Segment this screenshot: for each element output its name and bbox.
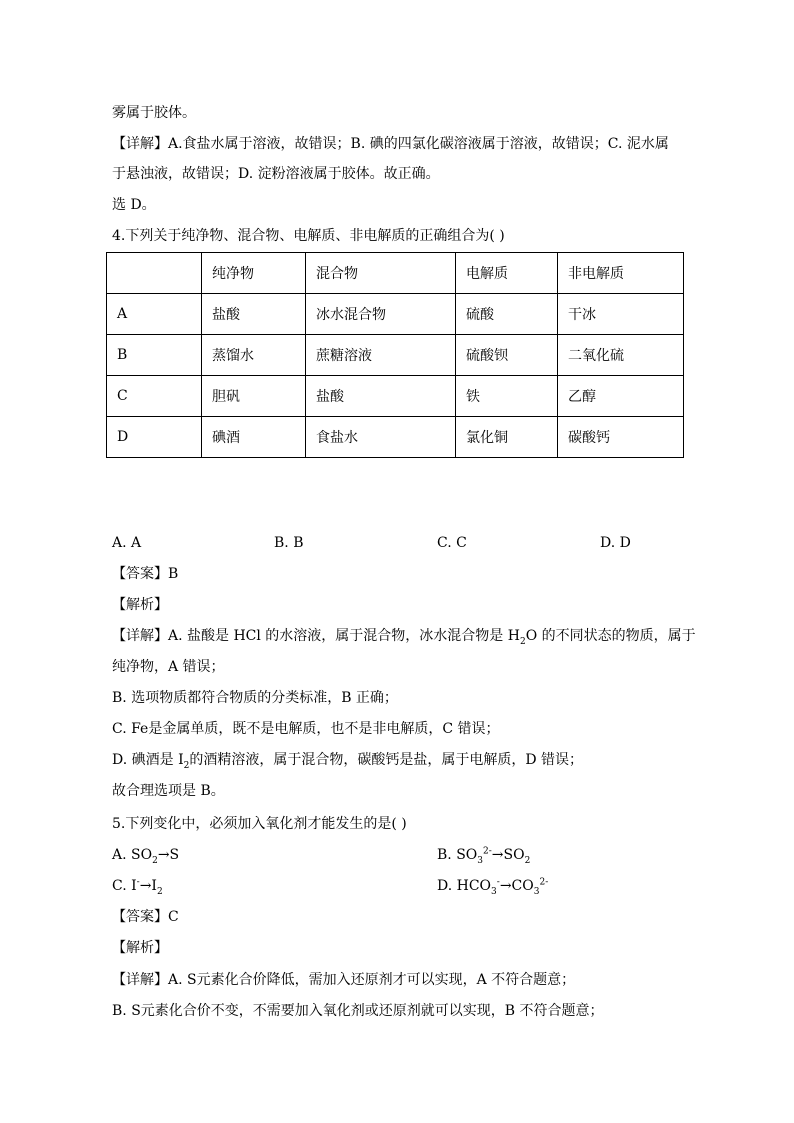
table-cell: 铁 [456,376,558,417]
superscript: 2- [539,877,549,888]
q5-option-b [437,845,530,865]
text-span: A. SO [112,847,153,863]
table-cell: 碳酸钙 [558,417,684,458]
table-cell: 纯净物 [202,253,306,294]
q5-detail-line: 【详解】A. S元素化合价降低，需加入还原剂才可以实现，A 不符合题意； [112,972,576,988]
text-span: →I [139,878,157,894]
classification-table [106,252,684,458]
table-cell: 食盐水 [306,417,456,458]
table-cell: 混合物 [306,253,456,294]
table-row [107,294,684,335]
text-span: D. HCO [437,878,492,894]
q4-detail-line: B. 选项物质都符合物质的分类标准，B 正确； [112,690,398,706]
table-cell: 盐酸 [306,376,456,417]
question-5-stem: 5.下列变化中，必须加入氧化剂才能发生的是( ) [112,816,407,832]
subscript: 2 [519,636,526,647]
q5-option-d [437,876,548,896]
table-cell: 干冰 [558,294,684,335]
superscript: 2- [483,846,492,857]
q5-detail-line: B. S元素化合价不变，不需要加入氧化剂或还原剂就可以实现，B 不符合题意； [112,1003,604,1019]
q4-detail-line: 纯净物，A 错误； [112,659,225,675]
subscript: 2 [152,855,158,866]
q4-analysis-heading: 【解析】 [112,597,168,613]
text-span: →S [157,847,180,863]
table-cell: 氯化铜 [456,417,558,458]
text-span: O 的不同状态的物质，属于 [525,628,696,644]
table-cell: D [107,417,202,458]
q4-detail-line [112,750,583,770]
text-span: 的酒精溶液，属于混合物，碳酸钙是盐，属于电解质，D 错误； [189,752,584,768]
table-cell [107,253,202,294]
table-cell: C [107,376,202,417]
q4-detail-line: C. Fe是金属单质，既不是电解质，也不是非电解质，C 错误； [112,721,500,737]
q5-answer: 【答案】C [112,909,179,925]
table-cell: 电解质 [456,253,558,294]
subscript: 3 [533,886,540,897]
table-cell: 盐酸 [202,294,306,335]
q4-detail-line [112,626,696,646]
superscript: - [496,877,500,888]
text-span: →SO [491,847,525,863]
q5-option-c [112,876,163,896]
table-cell: A [107,294,202,335]
text-line: 【详解】A.食盐水属于溶液，故错误；B. 碘的四氯化碳溶液属于溶液，故错误；C. 泥水属 [112,136,669,152]
table-cell: 冰水混合物 [306,294,456,335]
subscript: 2 [183,760,190,771]
text-line: 选 D。 [112,197,156,213]
subscript: 3 [477,855,483,866]
table-cell: 乙醇 [558,376,684,417]
table-header-row [107,253,684,294]
table-cell: 碘酒 [202,417,306,458]
table-cell: 蔗糖溶液 [306,335,456,376]
subscript: 3 [491,886,497,897]
text-line: 于悬浊液，故错误；D. 淀粉溶液属于胶体。故正确。 [112,166,440,182]
text-line: 雾属于胶体。 [112,105,196,121]
q4-conclusion: 故合理选项是 B。 [112,783,225,799]
table-cell: 胆矾 [202,376,306,417]
table-cell: B [107,335,202,376]
q4-option-d: D. D [600,535,631,551]
superscript: - [136,877,140,888]
q4-option-a: A. A [112,535,142,551]
table-cell: 硫酸钡 [456,335,558,376]
table-cell: 蒸馏水 [202,335,306,376]
table-cell: 二氧化硫 [558,335,684,376]
question-4-stem: 4.下列关于纯净物、混合物、电解质、非电解质的正确组合为( ) [112,228,505,244]
text-span: B. SO [437,847,478,863]
q4-option-b: B. B [274,535,304,551]
table-row [107,335,684,376]
table-row [107,417,684,458]
text-span: D. 碘酒是 I [112,752,184,768]
subscript: 2 [524,855,531,866]
table-cell: 非电解质 [558,253,684,294]
q4-option-c: C. C [437,535,467,551]
text-span: C. I [112,878,137,894]
q5-analysis-heading: 【解析】 [112,940,168,956]
subscript: 2 [156,886,163,897]
table-row [107,376,684,417]
text-span: 【详解】A. 盐酸是 HCl 的水溶液，属于混合物，冰水混合物是 H [112,628,520,644]
q5-option-a [112,845,179,865]
q4-answer: 【答案】B [112,566,179,582]
table-cell: 硫酸 [456,294,558,335]
text-span: →CO [499,878,534,894]
